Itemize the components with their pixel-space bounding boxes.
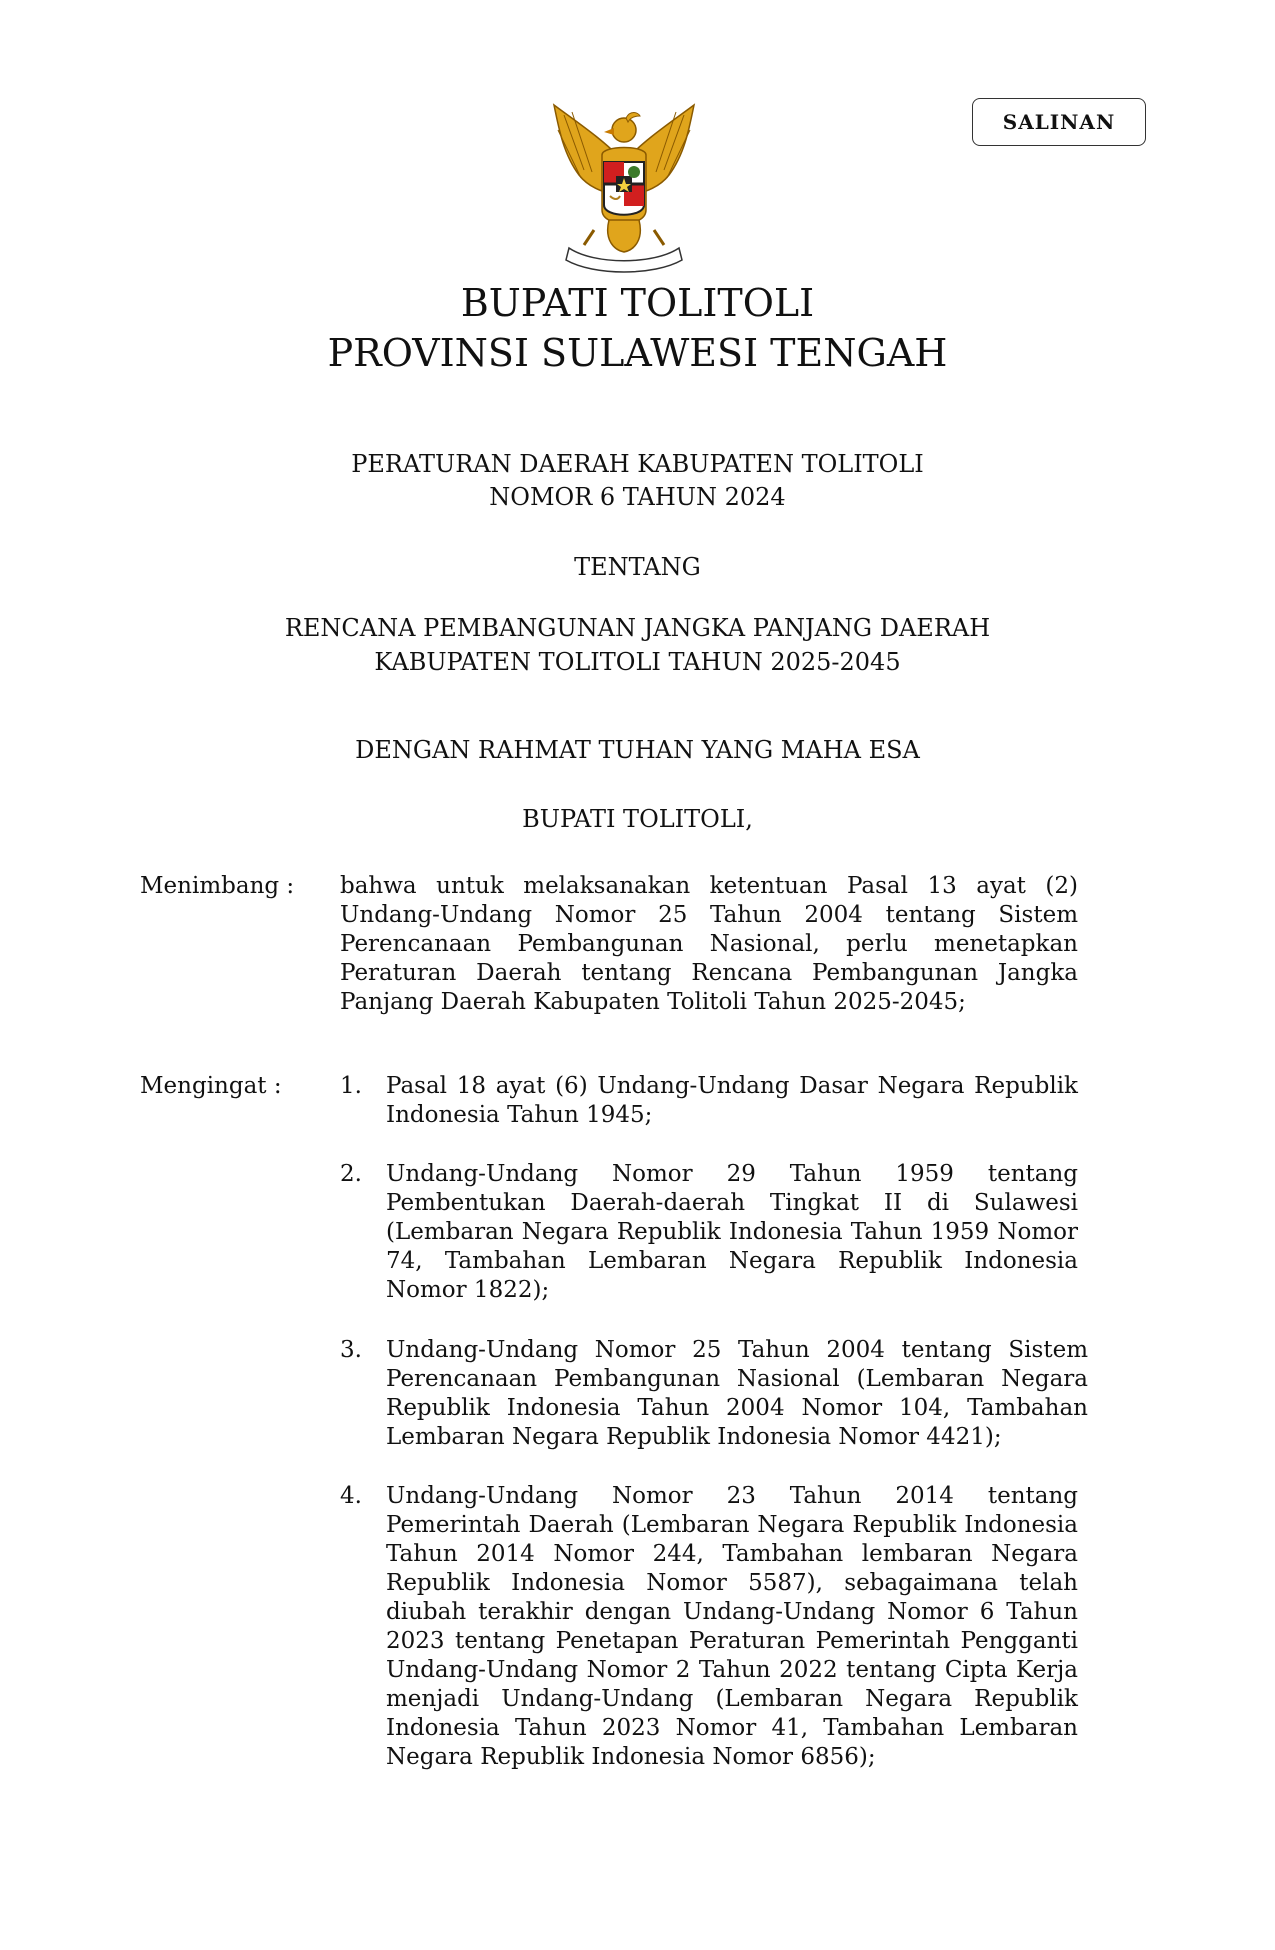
mengingat-item-number: 3. <box>340 1337 362 1363</box>
regulation-title-2: NOMOR 6 TAHUN 2024 <box>489 483 786 511</box>
mengingat-item-number: 1. <box>340 1073 362 1099</box>
mengingat-item-number: 4. <box>340 1483 362 1509</box>
salinan-stamp: SALINAN <box>972 98 1146 146</box>
header-line-1: BUPATI TOLITOLI <box>460 281 815 325</box>
mengingat-item-text: Pasal 18 ayat (6) Undang-Undang Dasar Negara Republik Indonesia Tahun 1945; <box>386 1073 1078 1128</box>
mengingat-item-text: Undang-Undang Nomor 29 Tahun 1959 tentang Pembentukan Daerah-daerah Tingkat II di Sulawesi (Lembaran Negara Republik Indonesia Tahun 1959 Nomor 74, Tambahan Lembaran Negara Republik Indonesia Nomor 1822); <box>386 1161 1078 1303</box>
regulation-title-1: PERATURAN DAERAH KABUPATEN TOLITOLI <box>351 450 924 478</box>
header-line-2: PROVINSI SULAWESI TENGAH <box>327 331 948 375</box>
mengingat-item-number: 2. <box>340 1161 362 1187</box>
mengingat-label: Mengingat : <box>140 1073 282 1099</box>
regulation-subject-1: RENCANA PEMBANGUNAN JANGKA PANJANG DAERAH <box>284 614 991 642</box>
regulation-authority: BUPATI TOLITOLI, <box>522 805 753 833</box>
mengingat-item-text: Undang-Undang Nomor 25 Tahun 2004 tentang Sistem Perencanaan Pembangunan Nasional (Lembaran Negara Republik Indonesia Tahun 2004 Nomor 104, Tambahan Lembaran Negara Republik Indonesia Nomor 4421); <box>386 1337 1088 1450</box>
regulation-about: TENTANG <box>574 553 701 581</box>
garuda-emblem-icon <box>534 100 714 280</box>
regulation-subject-2: KABUPATEN TOLITOLI TAHUN 2025-2045 <box>374 648 901 676</box>
menimbang-label: Menimbang : <box>140 873 295 899</box>
regulation-blessing: DENGAN RAHMAT TUHAN YANG MAHA ESA <box>355 736 920 764</box>
menimbang-text: bahwa untuk melaksanakan ketentuan Pasal 13 ayat (2) Undang-Undang Nomor 25 Tahun 2004 tentang Sistem Perencanaan Pembangunan Nasional, perlu menetapkan Peraturan Daerah tentang Rencana Pembangunan Jangka Panjang Daerah Kabupaten Tolitoli Tahun 2025-2045; <box>340 873 1078 1015</box>
mengingat-item-text: Undang-Undang Nomor 23 Tahun 2014 tentang Pemerintah Daerah (Lembaran Negara Republik Indonesia Tahun 2014 Nomor 244, Tambahan lembaran Negara Republik Indonesia Nomor 5587), sebagaimana telah diubah terakhir dengan Undang-Undang Nomor 6 Tahun 2023 tentang Penetapan Peraturan Pemerintah Pengganti Undang-Undang Nomor 2 Tahun 2022 tentang Cipta Kerja menjadi Undang-Undang (Lembaran Negara Republik Indonesia Tahun 2023 Nomor 41, Tambahan Lembaran Negara Republik Indonesia Nomor 6856); <box>386 1483 1078 1770</box>
